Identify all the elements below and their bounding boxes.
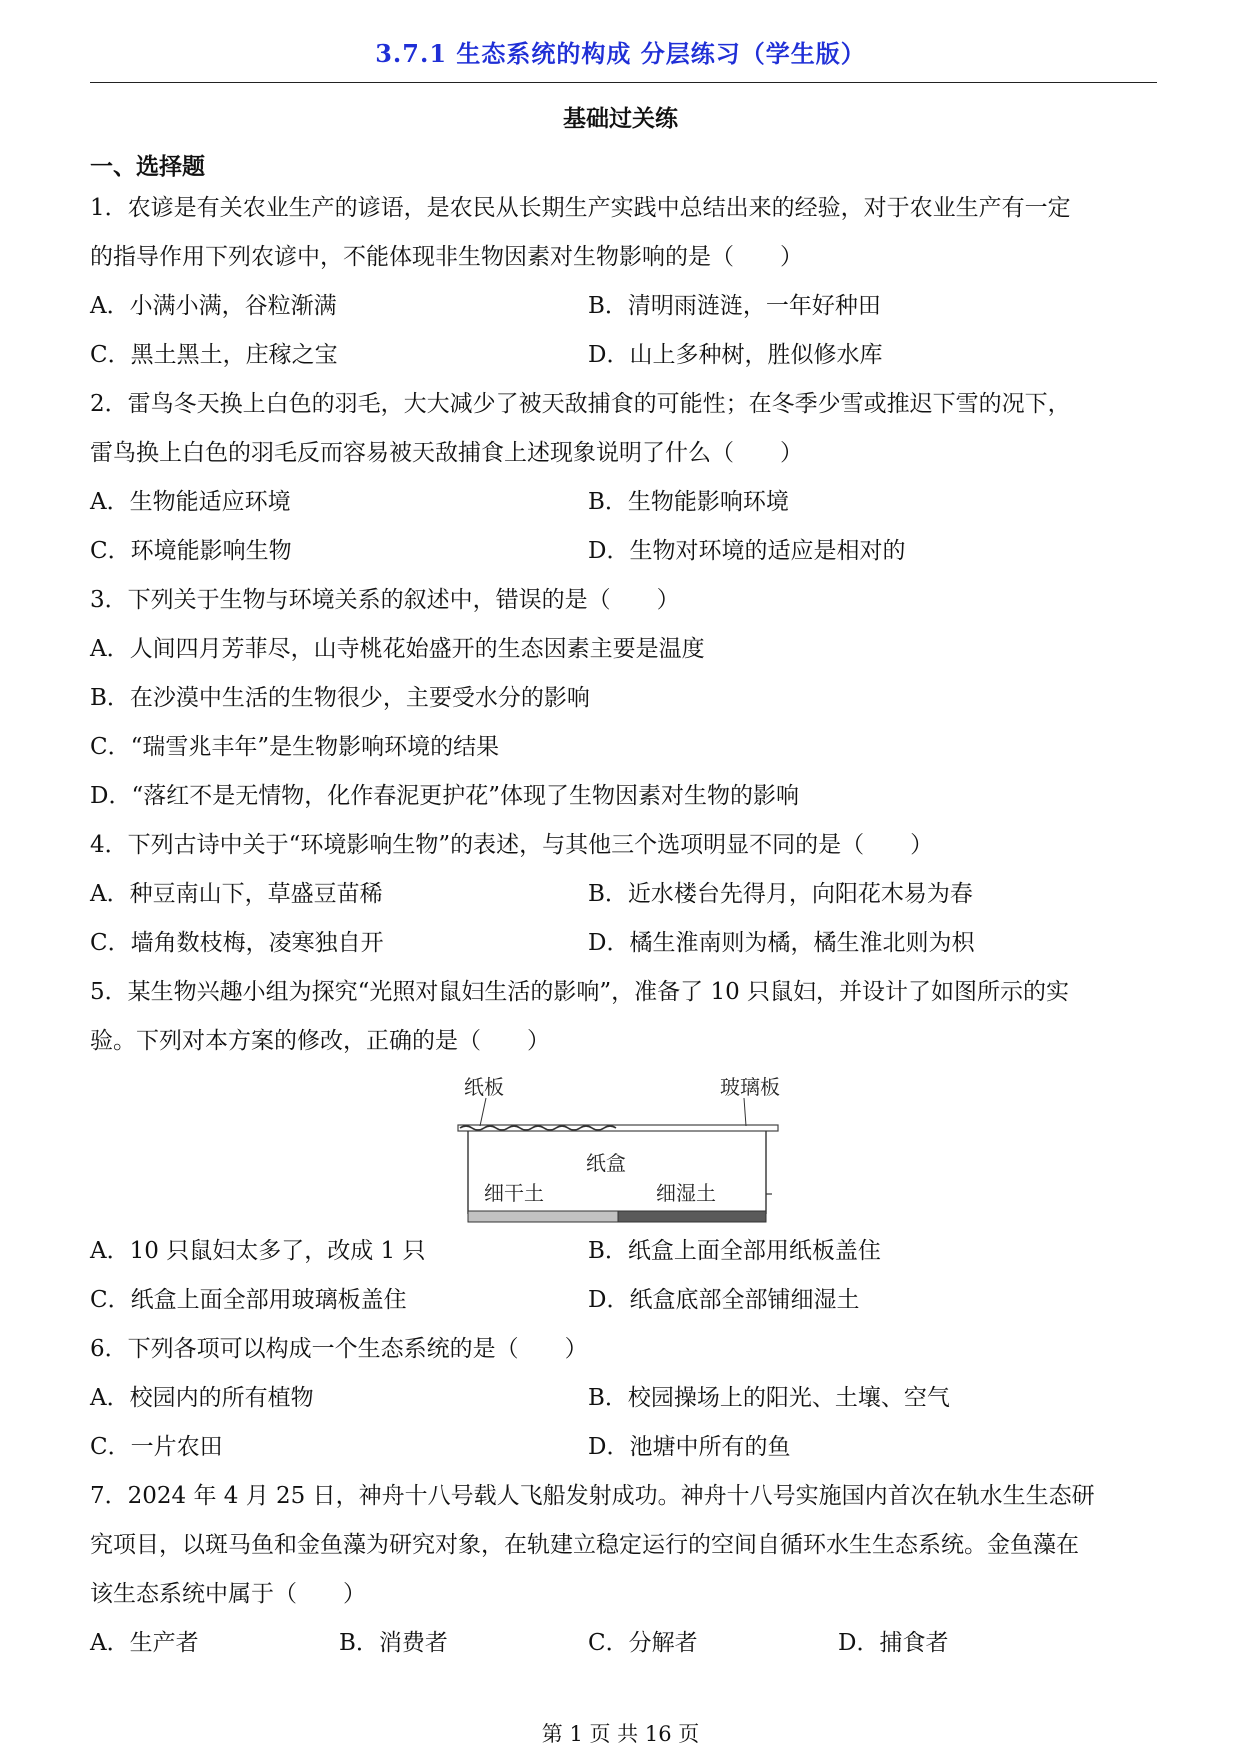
question-5-option-c: C．纸盒上面全部用玻璃板盖住 xyxy=(90,1287,407,1313)
header-divider xyxy=(90,82,1157,83)
document-title: 3.7.1 生态系统的构成 分层练习（学生版） xyxy=(375,39,866,68)
question-7-option-c: C．分解者 xyxy=(588,1630,698,1656)
question-3-option-d: D．“落红不是无情物，化作春泥更护花”体现了生物因素对生物的影响 xyxy=(90,783,799,809)
question-2-line-1: 2．雷鸟冬天换上白色的羽毛，大大减少了被天敌捕食的可能性；在冬季少雪或推迟下雪的况下， xyxy=(90,391,1071,417)
question-7-line-1: 7．2024 年 4 月 25 日，神舟十八号载人飞船发射成功。神舟十八号实施国内首次在轨水生生态研 xyxy=(90,1483,1095,1509)
box-label: 纸盒 xyxy=(586,1151,626,1175)
question-2-option-a: A．生物能适应环境 xyxy=(90,489,291,515)
question-1-option-c: C．黑土黑土，庄稼之宝 xyxy=(90,342,338,368)
question-4-line-1: 4．下列古诗中关于“环境影响生物”的表述，与其他三个选项明显不同的是（ ） xyxy=(90,832,934,858)
section-title: 基础过关练 xyxy=(563,105,678,132)
question-1-line-2: 的指导作用下列农谚中，不能体现非生物因素对生物影响的是（ ） xyxy=(90,244,803,270)
question-3-option-a: A．人间四月芳菲尽，山寺桃花始盛开的生态因素主要是温度 xyxy=(90,636,705,662)
experiment-figure xyxy=(456,1070,782,1226)
question-4-option-b: B．近水楼台先得月，向阳花木易为春 xyxy=(588,881,973,907)
question-6-option-d: D．池塘中所有的鱼 xyxy=(588,1434,791,1460)
question-6-option-b: B．校园操场上的阳光、土壤、空气 xyxy=(588,1385,950,1411)
question-3-option-c: C．“瑞雪兆丰年”是生物影响环境的结果 xyxy=(90,734,500,760)
question-2-line-2: 雷鸟换上白色的羽毛反而容易被天敌捕食上述现象说明了什么（ ） xyxy=(90,440,803,466)
cover-board xyxy=(458,1125,778,1131)
question-3-option-b: B．在沙漠中生活的生物很少，主要受水分的影响 xyxy=(90,685,590,711)
question-7-line-2: 究项目，以斑马鱼和金鱼藻为研究对象，在轨建立稳定运行的空间自循环水生生态系统。金鱼藻在 xyxy=(90,1532,1079,1558)
question-7-option-d: D．捕食者 xyxy=(838,1630,949,1656)
wet-soil-strip xyxy=(618,1211,766,1222)
experiment-diagram xyxy=(456,1070,782,1226)
dry-soil-label: 细干土 xyxy=(484,1181,544,1205)
question-5-line-2: 验。下列对本方案的修改，正确的是（ ） xyxy=(90,1028,550,1054)
question-5-option-d: D．纸盒底部全部铺细湿土 xyxy=(588,1287,860,1313)
part-title: 一、选择题 xyxy=(90,153,205,180)
question-1-line-1: 1．农谚是有关农业生产的谚语，是农民从长期生产实践中总结出来的经验，对于农业生产有一定 xyxy=(90,195,1071,221)
question-1-option-a: A．小满小满，谷粒渐满 xyxy=(90,293,337,319)
glass-pointer xyxy=(744,1098,746,1126)
page-footer: 第 1 页 共 16 页 xyxy=(541,1722,700,1746)
question-2-option-b: B．生物能影响环境 xyxy=(588,489,789,515)
question-7-option-b: B．消费者 xyxy=(339,1630,448,1656)
question-3-line-1: 3．下列关于生物与环境关系的叙述中，错误的是（ ） xyxy=(90,587,680,613)
question-4-option-a: A．种豆南山下，草盛豆苗稀 xyxy=(90,881,383,907)
question-5-line-1: 5．某生物兴趣小组为探究“光照对鼠妇生活的影响”，准备了 10 只鼠妇，并设计了如图所示的实 xyxy=(90,979,1070,1005)
question-5-option-a: A．10 只鼠妇太多了，改成 1 只 xyxy=(90,1238,426,1264)
cardboard-label: 纸板 xyxy=(464,1075,504,1099)
question-6-option-c: C．一片农田 xyxy=(90,1434,223,1460)
question-6-option-a: A．校园内的所有植物 xyxy=(90,1385,314,1411)
question-2-option-c: C．环境能影响生物 xyxy=(90,538,292,564)
wet-soil-label: 细湿土 xyxy=(656,1181,716,1205)
question-4-option-d: D．橘生淮南则为橘，橘生淮北则为枳 xyxy=(588,930,975,956)
question-7-line-3: 该生态系统中属于（ ） xyxy=(90,1581,366,1607)
glass-label: 玻璃板 xyxy=(720,1075,780,1099)
cardboard-pointer xyxy=(480,1098,486,1126)
question-4-option-c: C．墙角数枝梅，凌寒独自开 xyxy=(90,930,384,956)
question-2-option-d: D．生物对环境的适应是相对的 xyxy=(588,538,906,564)
question-6-line-1: 6．下列各项可以构成一个生态系统的是（ ） xyxy=(90,1336,588,1362)
question-5-option-b: B．纸盒上面全部用纸板盖住 xyxy=(588,1238,881,1264)
question-7-option-a: A．生产者 xyxy=(90,1630,199,1656)
question-1-option-d: D．山上多种树，胜似修水库 xyxy=(588,342,883,368)
dry-soil-strip xyxy=(468,1211,618,1222)
question-1-option-b: B．清明雨涟涟，一年好种田 xyxy=(588,293,881,319)
